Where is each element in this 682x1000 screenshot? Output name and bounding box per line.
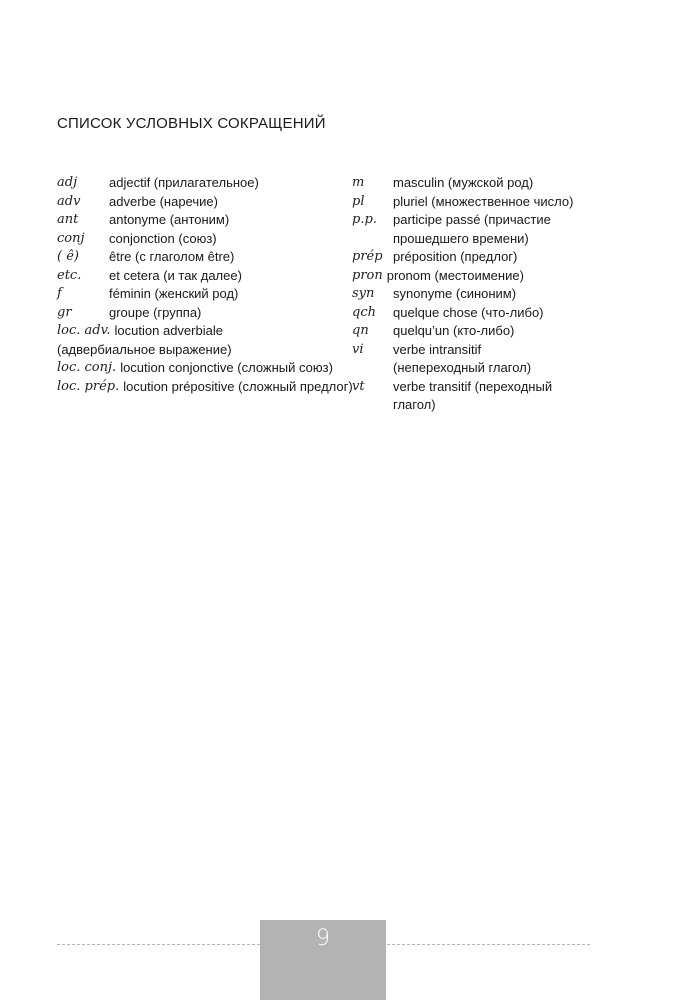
abbreviation: vt <box>352 378 365 394</box>
abbreviations-right-column <box>352 174 652 415</box>
definition-continuation: (адвербиальное выражение) <box>57 341 232 357</box>
definition: être (с глаголом être) <box>109 249 235 264</box>
abbreviation: qch <box>352 304 376 320</box>
abbreviation: qn <box>352 323 369 338</box>
abbreviation: syn <box>352 286 375 301</box>
page-title: СПИСОК УСЛОВНЫХ СОКРАЩЕНИЙ <box>57 115 326 132</box>
abbreviations-left-column <box>57 174 353 396</box>
definition: et cetera (и так далее) <box>109 267 242 283</box>
definition: verbe transitif (переходный <box>393 378 553 394</box>
abbreviation-entry <box>352 174 652 192</box>
definition: préposition (предлог) <box>393 249 518 264</box>
abbreviation: prép <box>352 249 383 264</box>
abbreviation: etc. <box>57 267 82 283</box>
abbreviation-entry <box>57 193 347 211</box>
definition: verbe intransitif <box>393 341 482 357</box>
abbreviation-entry <box>57 304 347 322</box>
definition-continuation: прошедшего времени) <box>393 230 529 246</box>
definition: groupe (группа) <box>109 304 202 320</box>
abbreviation: pron <box>352 267 383 283</box>
definition: synonyme (синоним) <box>393 286 517 301</box>
abbreviation-entry <box>352 248 652 266</box>
abbreviation-entry <box>352 322 652 340</box>
abbreviation: gr <box>57 304 72 320</box>
abbreviation-entry <box>57 248 347 266</box>
abbreviation-entry <box>352 378 652 396</box>
abbreviation: vi <box>352 341 364 357</box>
abbreviation-entry <box>57 230 347 248</box>
page-number-box <box>260 920 386 1000</box>
definition-continuation: глагол) <box>393 397 436 412</box>
definition: locution prépositive (сложный предлог) <box>123 378 353 394</box>
definition: féminin (женский род) <box>109 286 239 301</box>
abbreviation: adv <box>57 193 81 209</box>
definition: masculin (мужской род) <box>393 175 534 190</box>
abbreviation-entry <box>352 193 652 211</box>
definition: adverbe (наречие) <box>109 193 218 209</box>
abbreviation-entry <box>352 285 652 303</box>
definition: conjonction (союз) <box>109 230 217 246</box>
abbreviation: ( ê) <box>57 249 79 264</box>
definition: locution conjonctive (сложный союз) <box>120 360 333 375</box>
definition: participe passé (причастие <box>393 212 551 227</box>
abbreviation: pl <box>352 193 365 209</box>
abbreviation: adj <box>57 175 78 190</box>
abbreviation-entry <box>352 304 652 322</box>
abbreviation: p.p. <box>352 212 377 227</box>
definition: pronom (местоимение) <box>386 267 524 283</box>
footer-dashed-line-right <box>387 944 590 945</box>
abbreviation-entry <box>352 211 652 229</box>
abbreviation: loc. prép. <box>57 378 120 394</box>
abbreviation: f <box>57 286 62 301</box>
abbreviation: m <box>352 175 365 190</box>
definition: locution adverbiale <box>114 323 223 338</box>
abbreviation: loc. adv. <box>57 323 111 338</box>
abbreviation-entry <box>57 378 353 396</box>
definition-continuation: (непереходный глагол) <box>393 360 532 375</box>
definition: antonyme (антоним) <box>109 212 230 227</box>
definition: quelqu’un (кто-либо) <box>393 323 515 338</box>
definition: adjectif (прилагательное) <box>109 175 259 190</box>
abbreviation-entry <box>57 267 347 285</box>
page-number: 9 <box>316 926 330 951</box>
abbreviation-entry <box>352 267 652 285</box>
abbreviation-entry <box>352 341 652 359</box>
definition: pluriel (множественное число) <box>393 193 574 209</box>
abbreviation: loc. conj. <box>57 360 117 375</box>
abbreviation: conj <box>57 230 85 246</box>
abbreviation-entry <box>57 285 347 303</box>
abbreviation-entry <box>57 359 347 377</box>
abbreviation-entry <box>57 322 347 340</box>
footer-dashed-line-left <box>57 944 260 945</box>
abbreviation-entry <box>57 211 347 229</box>
abbreviation: ant <box>57 212 79 227</box>
abbreviation-entry <box>57 174 347 192</box>
definition: quelque chose (что-либо) <box>393 304 544 320</box>
